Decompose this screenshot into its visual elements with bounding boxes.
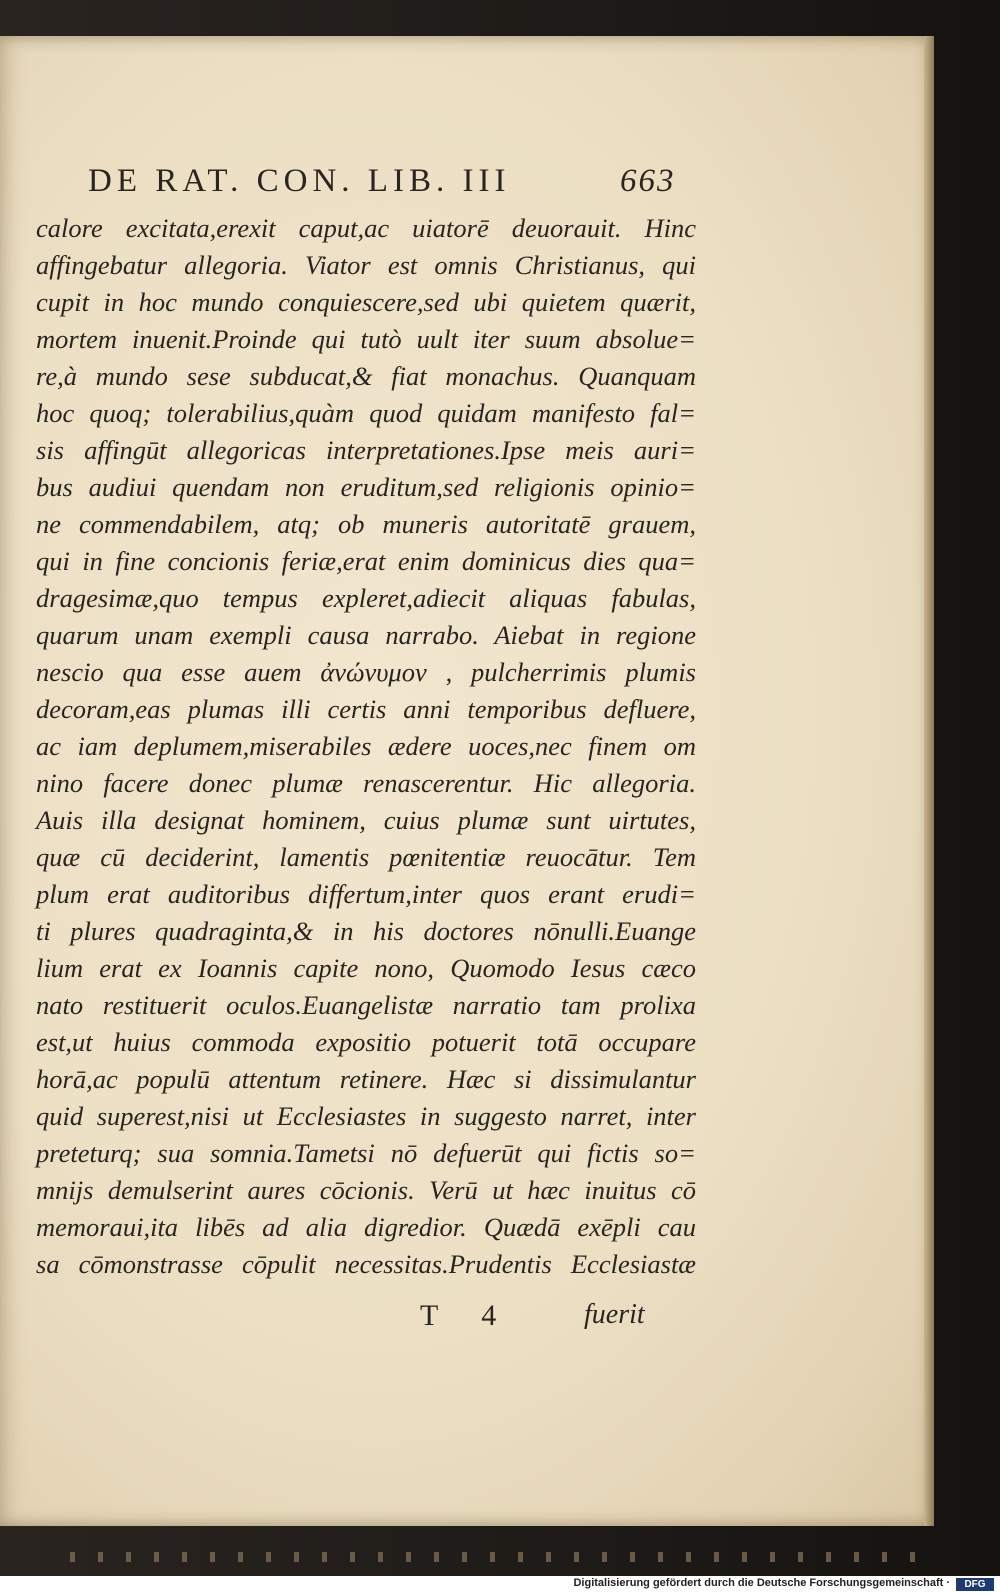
- text-line: quid superest,nisi ut Ecclesiastes in suggesto narret, inter: [36, 1101, 696, 1131]
- text-line: ac iam deplumem,miserabiles ædere uoces,nec finem om: [36, 731, 696, 761]
- text-line: mnijs demulserint aures cōcionis. Verū ut hæc inuitus cō: [36, 1175, 696, 1205]
- text-line: sa cōmonstrasse cōpulit necessitas.Prudentis Ecclesiastæ: [36, 1249, 696, 1279]
- text-line: calore excitata,erexit caput,ac uiatorē deuorauit. Hinc: [36, 213, 696, 243]
- body-text: [36, 210, 696, 1283]
- text-line: memoraui,ita libēs ad alia digredior. Quædā exēpli cau: [36, 1212, 696, 1242]
- page-edge: [924, 36, 934, 1526]
- text-line: plum erat auditoribus differtum,inter quos erant erudi=: [36, 879, 696, 909]
- text-line: nato restituerit oculos.Euangelistæ narratio tam prolixa: [36, 990, 696, 1020]
- text-line: Auis illa designat hominem, cuius plumæ sunt uirtutes,: [36, 805, 696, 835]
- text-line: affingebatur allegoria. Viator est omnis Christianus, qui: [36, 250, 696, 280]
- signature-mark: T 4: [420, 1299, 515, 1332]
- text-line: nescio qua esse auem ἀνώνυμον , pulcherrimis plumis: [36, 657, 696, 687]
- text-line: cupit in hoc mundo conquiescere,sed ubi quietem quærit,: [36, 287, 696, 317]
- text-line: qui in fine concionis feriæ,erat enim dominicus dies qua=: [36, 546, 696, 576]
- page-header: [88, 163, 688, 209]
- text-line: sis affingūt allegoricas interpretationes.Ipse meis auri=: [36, 435, 696, 465]
- text-line: quæ cū deciderint, lamentis pœnitentiæ reuocātur. Tem: [36, 842, 696, 872]
- text-line: lium erat ex Ioannis capite nono, Quomodo Iesus cæco: [36, 953, 696, 983]
- text-line: bus audiui quendam non eruditum,sed religionis opinio=: [36, 472, 696, 502]
- text-line: preteturq; sua somnia.Tametsi nō defuerūt qui fictis so=: [36, 1138, 696, 1168]
- text-line: decoram,eas plumas illi certis anni temporibus defluere,: [36, 694, 696, 724]
- credit-text: Digitalisierung gefördert durch die Deutsche Forschungsgemeinschaft ·: [573, 1577, 950, 1589]
- text-line: dragesimæ,quo tempus expleret,adiecit aliquas fabulas,: [36, 583, 696, 613]
- catchword: fuerit: [584, 1299, 645, 1330]
- running-head: DE RAT. CON. LIB. III: [88, 163, 511, 199]
- dfg-logo-icon: DFG: [956, 1578, 994, 1591]
- text-line: horā,ac populū attentum retinere. Hæc si dissimulantur: [36, 1064, 696, 1094]
- page-number: 663: [620, 163, 676, 199]
- text-line: ne commendabilem, atq; ob muneris autoritatē grauem,: [36, 509, 696, 539]
- page-footer: [0, 1299, 934, 1345]
- text-line: quarum unam exempli causa narrabo. Aiebat in regione: [36, 620, 696, 650]
- credit-bar: [0, 1576, 1000, 1593]
- text-line: hoc quoq; tolerabilius,quàm quod quidam manifesto fal=: [36, 398, 696, 428]
- book-page: [0, 36, 934, 1526]
- text-line: mortem inuenit.Proinde qui tutò uult iter suum absolue=: [36, 324, 696, 354]
- binding-stitch-marks: [70, 1552, 930, 1562]
- text-line: ti plures quadraginta,& in his doctores nōnulli.Euange: [36, 916, 696, 946]
- text-line: nino facere donec plumæ renascerentur. Hic allegoria.: [36, 768, 696, 798]
- text-line: re,à mundo sese subducat,& fiat monachus. Quanquam: [36, 361, 696, 391]
- text-line: est,ut huius commoda expositio potuerit totā occupare: [36, 1027, 696, 1057]
